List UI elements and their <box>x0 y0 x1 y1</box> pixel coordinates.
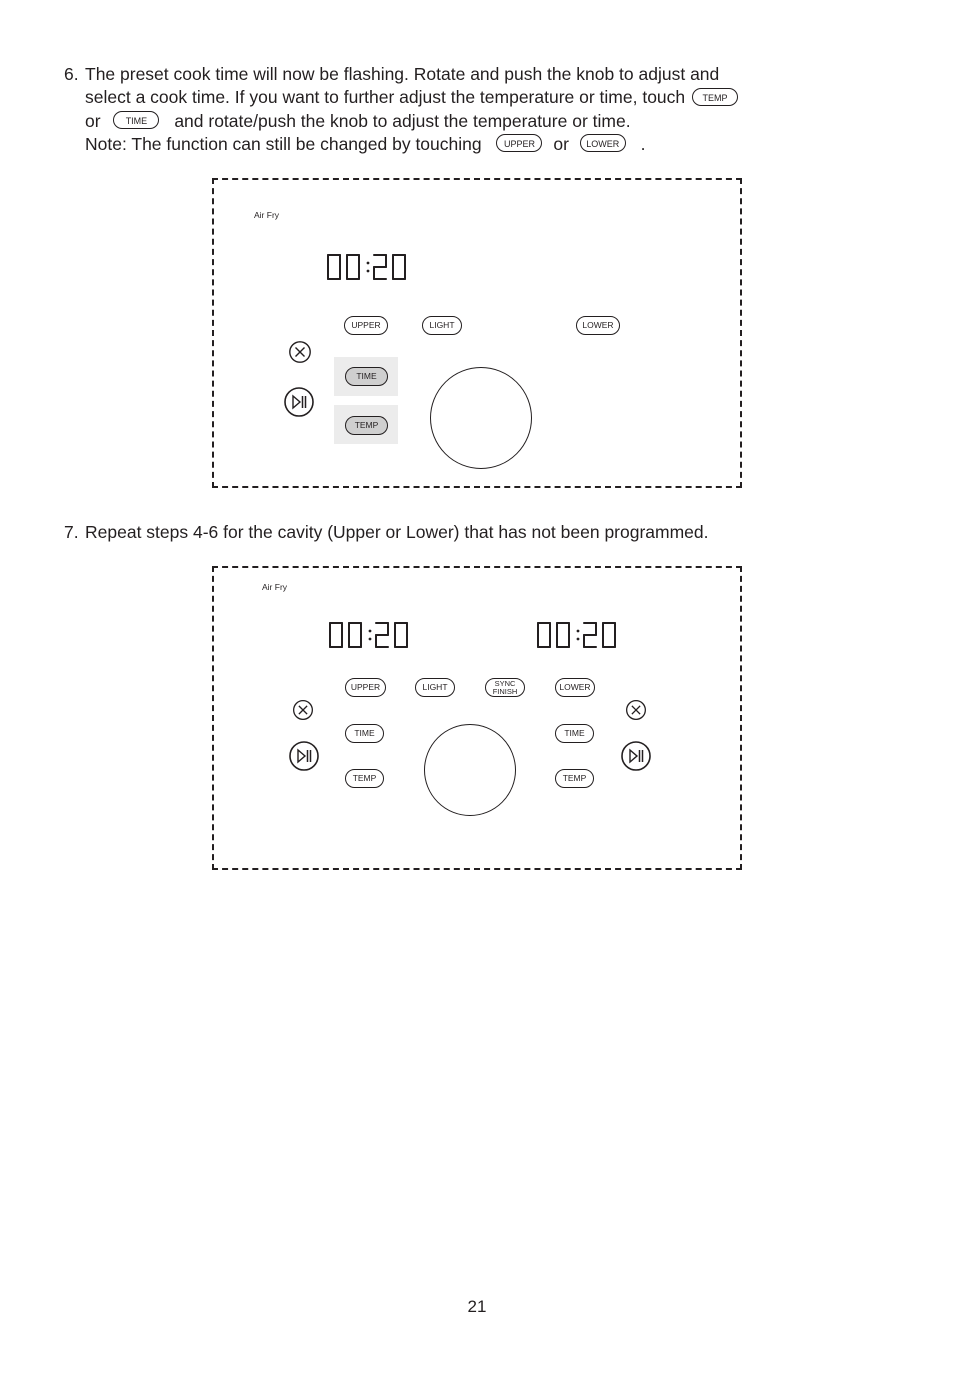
light-button[interactable]: LIGHT <box>422 316 462 335</box>
control-panel-step6 <box>212 178 742 488</box>
step-line <box>85 86 740 109</box>
upper-time-display <box>328 622 414 650</box>
sync-finish-button[interactable] <box>485 678 525 697</box>
cancel-icon[interactable] <box>288 340 312 364</box>
upper-time-button[interactable]: TIME <box>345 724 384 743</box>
light-button[interactable]: LIGHT <box>415 678 455 697</box>
page-number: 21 <box>467 1297 487 1316</box>
mode-label: Air Fry <box>262 582 288 592</box>
sync-label: SYNC <box>494 679 516 688</box>
step-line: The preset cook time will now be flashing. Rotate and push the knob to adjust and <box>85 64 720 84</box>
step-number: 6. <box>64 64 79 84</box>
control-panel-step7 <box>212 566 742 870</box>
upper-cancel-icon[interactable] <box>292 699 314 721</box>
control-knob[interactable] <box>424 724 516 816</box>
lower-button[interactable]: LOWER <box>555 678 595 697</box>
time-display <box>326 254 412 282</box>
step-line <box>85 133 740 156</box>
colon-dot <box>577 630 580 633</box>
step-line <box>85 110 740 133</box>
lower-time-display <box>536 622 622 650</box>
colon-dot <box>577 638 580 641</box>
lower-temp-button[interactable]: TEMP <box>555 769 594 788</box>
step-number: 7. <box>64 522 79 542</box>
colon-dot <box>367 262 370 265</box>
colon-dot <box>369 630 372 633</box>
step-body <box>85 521 709 544</box>
control-knob[interactable] <box>430 367 532 469</box>
step-text: select a cook time. If you want to further adjust the temperature or time, touch <box>85 87 686 108</box>
lower-cancel-icon[interactable] <box>625 699 647 721</box>
colon-dot <box>369 638 372 641</box>
step-line: Repeat steps 4-6 for the cavity (Upper or Lower) that has not been programmed. <box>85 522 709 542</box>
colon-dot <box>367 270 370 273</box>
temp-button-ref: TEMP <box>692 88 738 106</box>
lower-start-pause-icon[interactable] <box>620 740 652 772</box>
step-text: or <box>553 133 569 154</box>
time-button-ref: TIME <box>113 111 159 129</box>
upper-button-ref: UPPER <box>496 134 542 152</box>
upper-temp-button[interactable]: TEMP <box>345 769 384 788</box>
time-button[interactable]: TIME <box>345 367 388 386</box>
upper-start-pause-icon[interactable] <box>288 740 320 772</box>
start-pause-icon[interactable] <box>283 386 315 418</box>
step-text: and rotate/push the knob to adjust the temperature or time. <box>174 110 631 131</box>
step-text: Note: The function can still be changed by touching <box>85 133 482 154</box>
lower-button-ref: LOWER <box>580 134 626 152</box>
upper-button[interactable]: UPPER <box>344 316 388 335</box>
step-text: . <box>640 133 646 154</box>
mode-label: Air Fry <box>254 210 280 220</box>
temp-button[interactable]: TEMP <box>345 416 388 435</box>
step-body <box>85 63 740 156</box>
lower-time-button[interactable]: TIME <box>555 724 594 743</box>
step-text: or <box>85 110 101 131</box>
lower-button[interactable]: LOWER <box>576 316 620 335</box>
finish-label: FINISH <box>492 686 518 696</box>
upper-button[interactable]: UPPER <box>345 678 386 697</box>
